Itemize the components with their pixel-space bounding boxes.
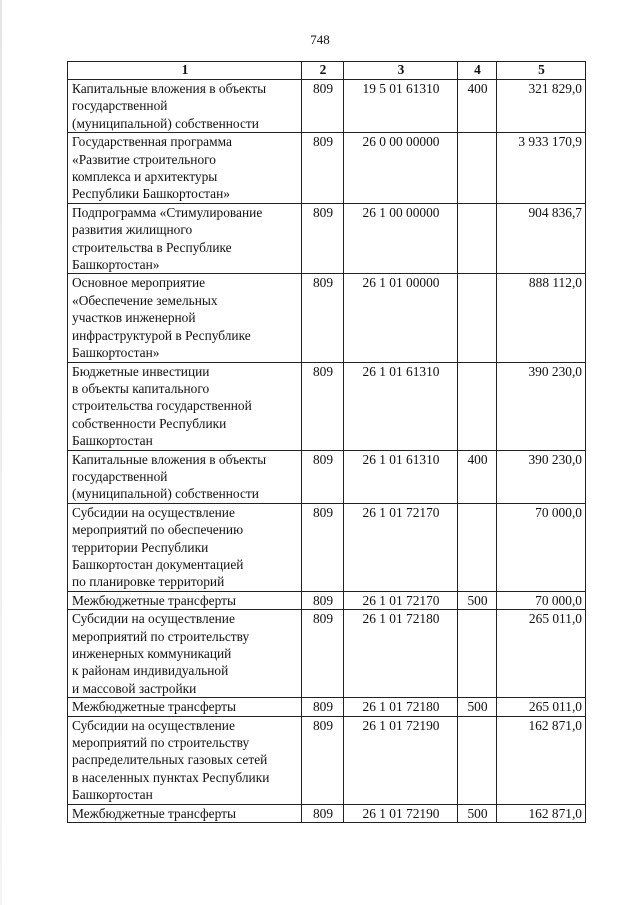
row-expense-type bbox=[458, 274, 497, 362]
table-row bbox=[68, 274, 586, 362]
row-target-code: 26 1 01 72180 bbox=[344, 698, 458, 716]
row-expense-type bbox=[458, 362, 497, 450]
scan-edge bbox=[0, 0, 2, 905]
row-name: Субсидии на осуществление мероприятий по обеспечению территории Республики Башкортостан документацией по планировке территорий bbox=[68, 503, 302, 591]
budget-table bbox=[67, 61, 586, 823]
header-col-4: 4 bbox=[458, 62, 497, 80]
row-target-code: 26 1 01 00000 bbox=[344, 274, 458, 362]
row-target-code: 19 5 01 61310 bbox=[344, 80, 458, 133]
table-row bbox=[68, 80, 586, 133]
row-name: Межбюджетные трансферты bbox=[68, 698, 302, 716]
row-ministry-code: 809 bbox=[302, 80, 344, 133]
table-row bbox=[68, 716, 586, 804]
row-expense-type bbox=[458, 133, 497, 204]
table-row bbox=[68, 610, 586, 698]
table-row bbox=[68, 698, 586, 716]
header-col-2: 2 bbox=[302, 62, 344, 80]
row-target-code: 26 1 01 61310 bbox=[344, 362, 458, 450]
row-ministry-code: 809 bbox=[302, 698, 344, 716]
row-target-code: 26 1 01 72180 bbox=[344, 610, 458, 698]
row-amount: 162 871,0 bbox=[497, 804, 586, 822]
row-name: Бюджетные инвестиции в объекты капитального строительства государственной собственности Республики Башкортостан bbox=[68, 362, 302, 450]
row-target-code: 26 1 01 61310 bbox=[344, 450, 458, 503]
row-target-code: 26 1 01 72190 bbox=[344, 804, 458, 822]
row-ministry-code: 809 bbox=[302, 203, 344, 274]
row-expense-type: 500 bbox=[458, 804, 497, 822]
row-ministry-code: 809 bbox=[302, 450, 344, 503]
row-target-code: 26 1 01 72170 bbox=[344, 591, 458, 609]
table-row bbox=[68, 203, 586, 274]
row-ministry-code: 809 bbox=[302, 716, 344, 804]
row-ministry-code: 809 bbox=[302, 804, 344, 822]
table-row bbox=[68, 503, 586, 591]
header-col-3: 3 bbox=[344, 62, 458, 80]
page-number: 748 bbox=[310, 32, 330, 47]
row-amount: 162 871,0 bbox=[497, 716, 586, 804]
row-expense-type bbox=[458, 716, 497, 804]
table-row bbox=[68, 804, 586, 822]
row-amount: 70 000,0 bbox=[497, 591, 586, 609]
row-amount: 888 112,0 bbox=[497, 274, 586, 362]
header-row bbox=[68, 62, 586, 80]
row-name: Межбюджетные трансферты bbox=[68, 804, 302, 822]
row-target-code: 26 1 01 72190 bbox=[344, 716, 458, 804]
row-amount: 321 829,0 bbox=[497, 80, 586, 133]
row-expense-type: 500 bbox=[458, 591, 497, 609]
table-row bbox=[68, 362, 586, 450]
row-name: Подпрограмма «Стимулирование развития жилищного строительства в Республике Башкортостан» bbox=[68, 203, 302, 274]
row-name: Субсидии на осуществление мероприятий по строительству инженерных коммуникаций к районам индивидуальной и массовой застройки bbox=[68, 610, 302, 698]
row-name: Субсидии на осуществление мероприятий по строительству распределительных газовых сетей в населенных пунктах Республики Башкортостан bbox=[68, 716, 302, 804]
row-expense-type bbox=[458, 503, 497, 591]
row-name: Государственная программа «Развитие строительного комплекса и архитектуры Республики Башкортостан» bbox=[68, 133, 302, 204]
table-row bbox=[68, 133, 586, 204]
row-expense-type bbox=[458, 203, 497, 274]
row-ministry-code: 809 bbox=[302, 610, 344, 698]
row-target-code: 26 0 00 00000 bbox=[344, 133, 458, 204]
row-expense-type: 500 bbox=[458, 698, 497, 716]
row-amount: 265 011,0 bbox=[497, 610, 586, 698]
row-expense-type: 400 bbox=[458, 450, 497, 503]
table-row bbox=[68, 591, 586, 609]
row-amount: 70 000,0 bbox=[497, 503, 586, 591]
row-name: Капитальные вложения в объекты государственной (муниципальной) собственности bbox=[68, 80, 302, 133]
table-body bbox=[68, 80, 586, 823]
row-expense-type: 400 bbox=[458, 80, 497, 133]
row-ministry-code: 809 bbox=[302, 503, 344, 591]
row-expense-type bbox=[458, 610, 497, 698]
header-col-5: 5 bbox=[497, 62, 586, 80]
row-amount: 3 933 170,9 bbox=[497, 133, 586, 204]
row-name: Капитальные вложения в объекты государственной (муниципальной) собственности bbox=[68, 450, 302, 503]
table-row bbox=[68, 450, 586, 503]
row-amount: 390 230,0 bbox=[497, 450, 586, 503]
row-amount: 265 011,0 bbox=[497, 698, 586, 716]
row-ministry-code: 809 bbox=[302, 274, 344, 362]
row-amount: 390 230,0 bbox=[497, 362, 586, 450]
row-target-code: 26 1 01 72170 bbox=[344, 503, 458, 591]
row-name: Межбюджетные трансферты bbox=[68, 591, 302, 609]
row-ministry-code: 809 bbox=[302, 362, 344, 450]
header-col-1: 1 bbox=[68, 62, 302, 80]
row-target-code: 26 1 00 00000 bbox=[344, 203, 458, 274]
row-amount: 904 836,7 bbox=[497, 203, 586, 274]
row-name: Основное мероприятие «Обеспечение земельных участков инженерной инфраструктурой в Республике Башкортостан» bbox=[68, 274, 302, 362]
row-ministry-code: 809 bbox=[302, 591, 344, 609]
row-ministry-code: 809 bbox=[302, 133, 344, 204]
